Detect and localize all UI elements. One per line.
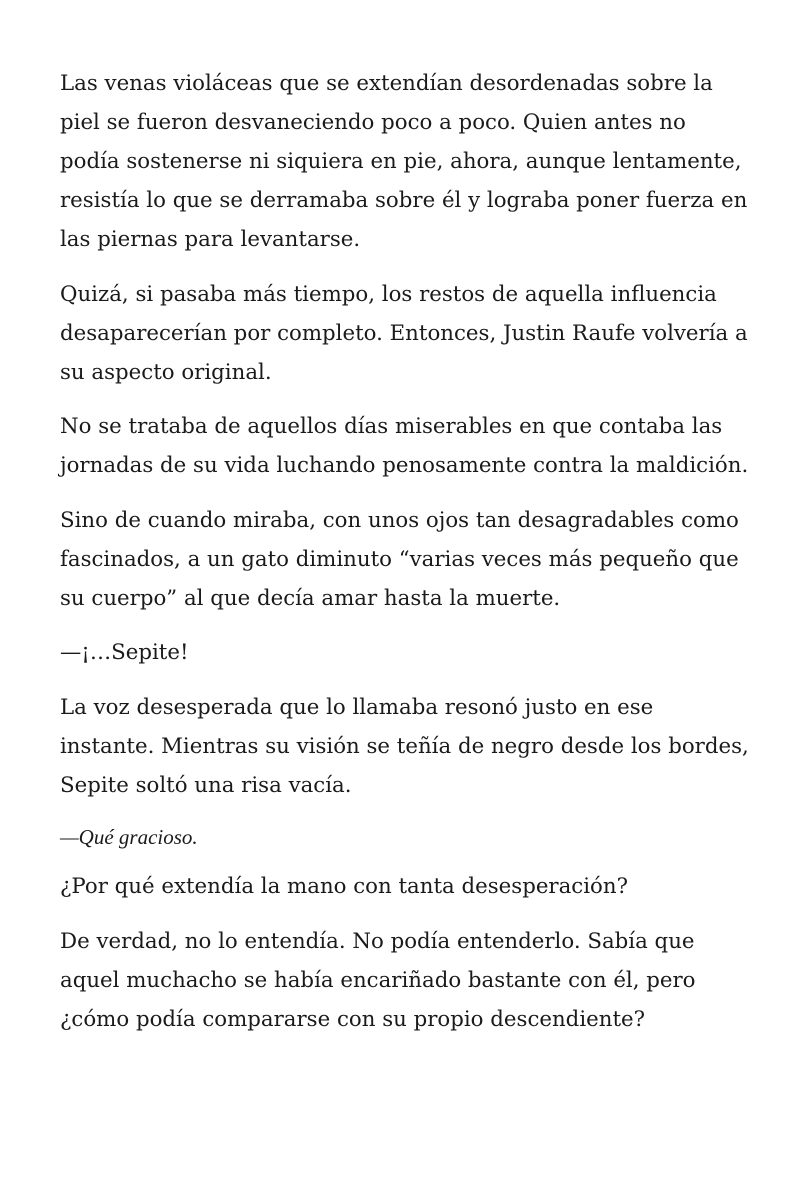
paragraph-5: La voz desesperada que lo llamaba resonó justo en ese instante. Mientras su visión se teñía de negro desde los bordes, Sepite soltó una risa vacía. (60, 694, 749, 798)
paragraph-4: Sino de cuando miraba, con unos ojos tan desagradables como fascinados, a un gato diminuto “varias veces más pequeño que su cuerpo” al que decía amar hasta la muerte. (60, 507, 739, 611)
paragraph-3: No se trataba de aquellos días miserables en que contaba las jornadas de su vida luchando penosamente contra la maldición. (60, 414, 749, 478)
paragraph-1: Las venas violáceas que se extendían desordenadas sobre la piel se fueron desvaneciendo poco a poco. Quien antes no podía sostenerse ni siquiera en pie, ahora, aunque lentamente, resistía lo que se derramaba sobre él y lograba poner fuerza en las piernas para levantarse. (60, 71, 748, 252)
paragraph-7: De verdad, no lo entendía. No podía entenderlo. Sabía que aquel muchacho se había encariñado bastante con él, pero ¿cómo podía compararse con su propio descendiente? (60, 928, 696, 1032)
dialogue-line-sepite: —¡…Sepite! (60, 640, 189, 665)
document-page (60, 64, 750, 1054)
paragraph-2: Quizá, si pasaba más tiempo, los restos de aquella influencia desaparecerían por completo. Entonces, Justin Raufe volvería a su aspecto original. (60, 281, 748, 385)
paragraph-6: ¿Por qué extendía la mano con tanta desesperación? (60, 874, 628, 899)
italic-thought-line: —Qué gracioso. (60, 825, 198, 849)
